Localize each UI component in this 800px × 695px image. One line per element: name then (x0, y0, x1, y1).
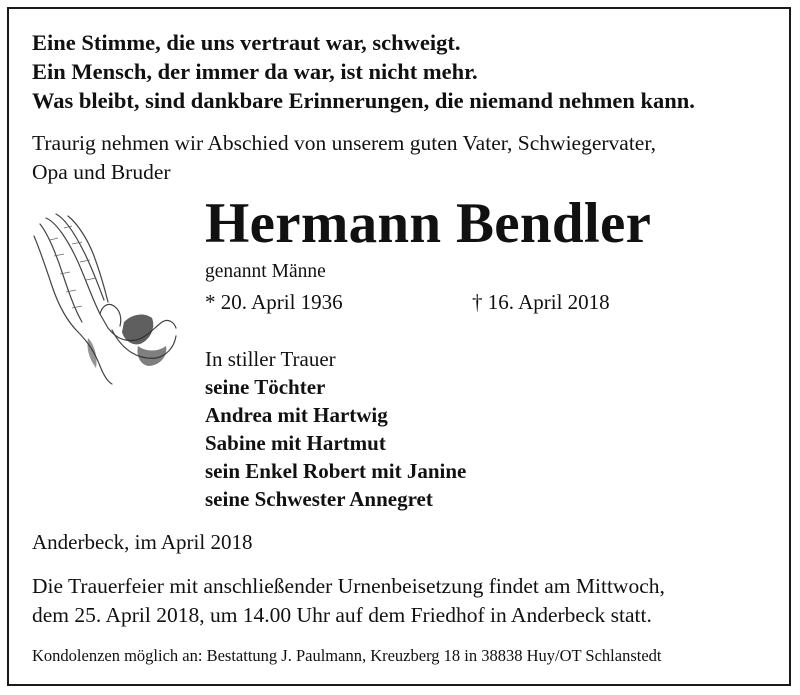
service-line-2: dem 25. April 2018, um 14.00 Uhr auf dem Friedhof in Anderbeck statt. (32, 603, 652, 627)
mourners-heading: In stiller Trauer (205, 347, 336, 371)
poem-line-2: Ein Mensch, der immer da war, ist nicht mehr. (32, 59, 478, 84)
deceased-name: Hermann Bendler (205, 192, 652, 255)
poem-line-1: Eine Stimme, die uns vertraut war, schweigt. (32, 30, 461, 55)
intro-line-1: Traurig nehmen wir Abschied von unserem guten Vater, Schwiegervater, (32, 131, 657, 155)
intro-line-2: Opa und Bruder (32, 160, 171, 184)
mourner-line: seine Töchter (205, 375, 326, 399)
place-date: Anderbeck, im April 2018 (32, 530, 253, 554)
mourner-line: seine Schwester Annegret (205, 487, 433, 511)
deceased-nickname: genannt Männe (205, 261, 326, 282)
mourner-line: Sabine mit Hartmut (205, 431, 386, 455)
service-line-1: Die Trauerfeier mit anschließender Urnenbeisetzung findet am Mittwoch, (32, 574, 665, 598)
praying-hands-icon (28, 210, 178, 385)
mourner-line: sein Enkel Robert mit Janine (205, 459, 467, 483)
mourner-line: Andrea mit Hartwig (205, 403, 388, 427)
birth-date: * 20. April 1936 (205, 290, 343, 314)
condolences-note: Kondolenzen möglich an: Bestattung J. Paulmann, Kreuzberg 18 in 38838 Huy/OT Schlanstedt (32, 646, 662, 665)
poem-line-3: Was bleibt, sind dankbare Erinnerungen, die niemand nehmen kann. (32, 88, 695, 113)
death-date: † 16. April 2018 (472, 290, 610, 314)
